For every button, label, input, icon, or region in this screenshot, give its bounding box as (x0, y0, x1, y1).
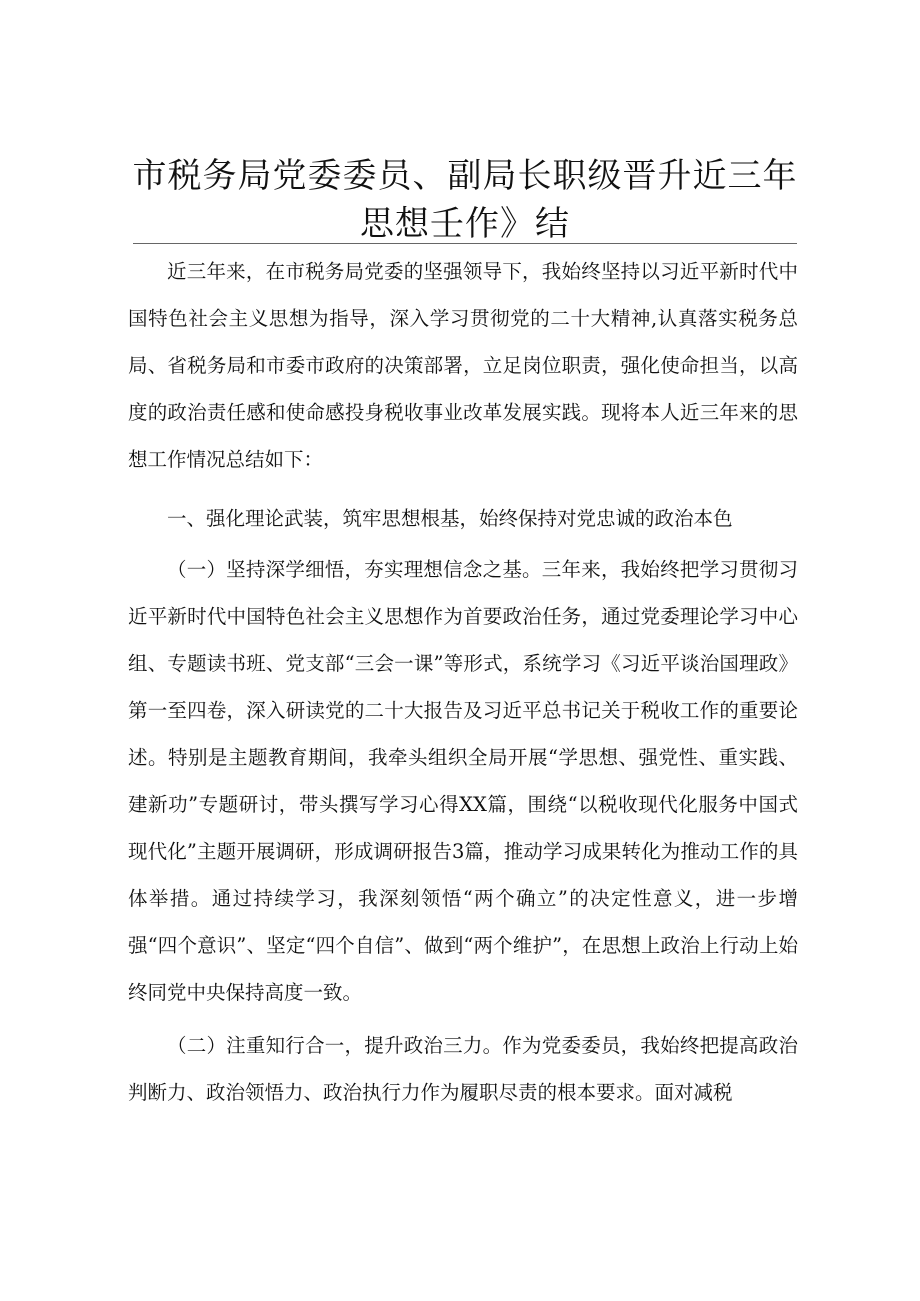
subsection-1-paragraph: （一）坚持深学细悟，夯实理想信念之基。三年来，我始终把学习贯彻习近平新时代中国特色社会主义思想作为首要政治任务，通过党委理论学习中心组、专题读书班、党支部“三会一课”等形式，系统学习《习近平谈治国理政》第一至四卷，深入研读党的二十大报告及习近平总书记关于税收工作的重要论述。特别是主题教育期间，我牵头组织全局开展“学思想、强党性、重实践、建新功”专题研讨，带头撰写学习心得XX篇，围绕“以税收现代化服务中国式现代化”主题开展调研，形成调研报告3篇，推动学习成果转化为推动工作的具体举措。通过持续学习，我深刻领悟“两个确立”的决定性意义，进一步增强“四个意识”、坚定“四个自信”、做到“两个维护”，在思想上政治上行动上始终同党中央保持高度一致。 (128, 558, 798, 1004)
intro-paragraph: 近三年来，在市税务局党委的坚强领导下，我始终坚持以习近平新时代中国特色社会主义思想为指导，深入学习贯彻党的二十大精神,认真落实税务总局、省税务局和市委市政府的决策部署，立足岗位职责，强化使命担当，以高度的政治责任感和使命感投身税收事业改革发展实践。现将本人近三年来的思想工作情况总结如下： (128, 260, 798, 471)
document-title: 市税务局党委委员、副局长职级晋升近三年思想壬作》结 (132, 156, 798, 244)
subsection-2-paragraph: （二）注重知行合一，提升政治三力。作为党委委员，我始终把提高政治判断力、政治领悟力、政治执行力作为履职尽责的根本要求。面对减税 (128, 1034, 798, 1104)
title-underline (133, 243, 797, 244)
section-1-heading: 一、强化理论武装，筑牢思想根基，始终保持对党忠诚的政治本色 (167, 507, 733, 530)
